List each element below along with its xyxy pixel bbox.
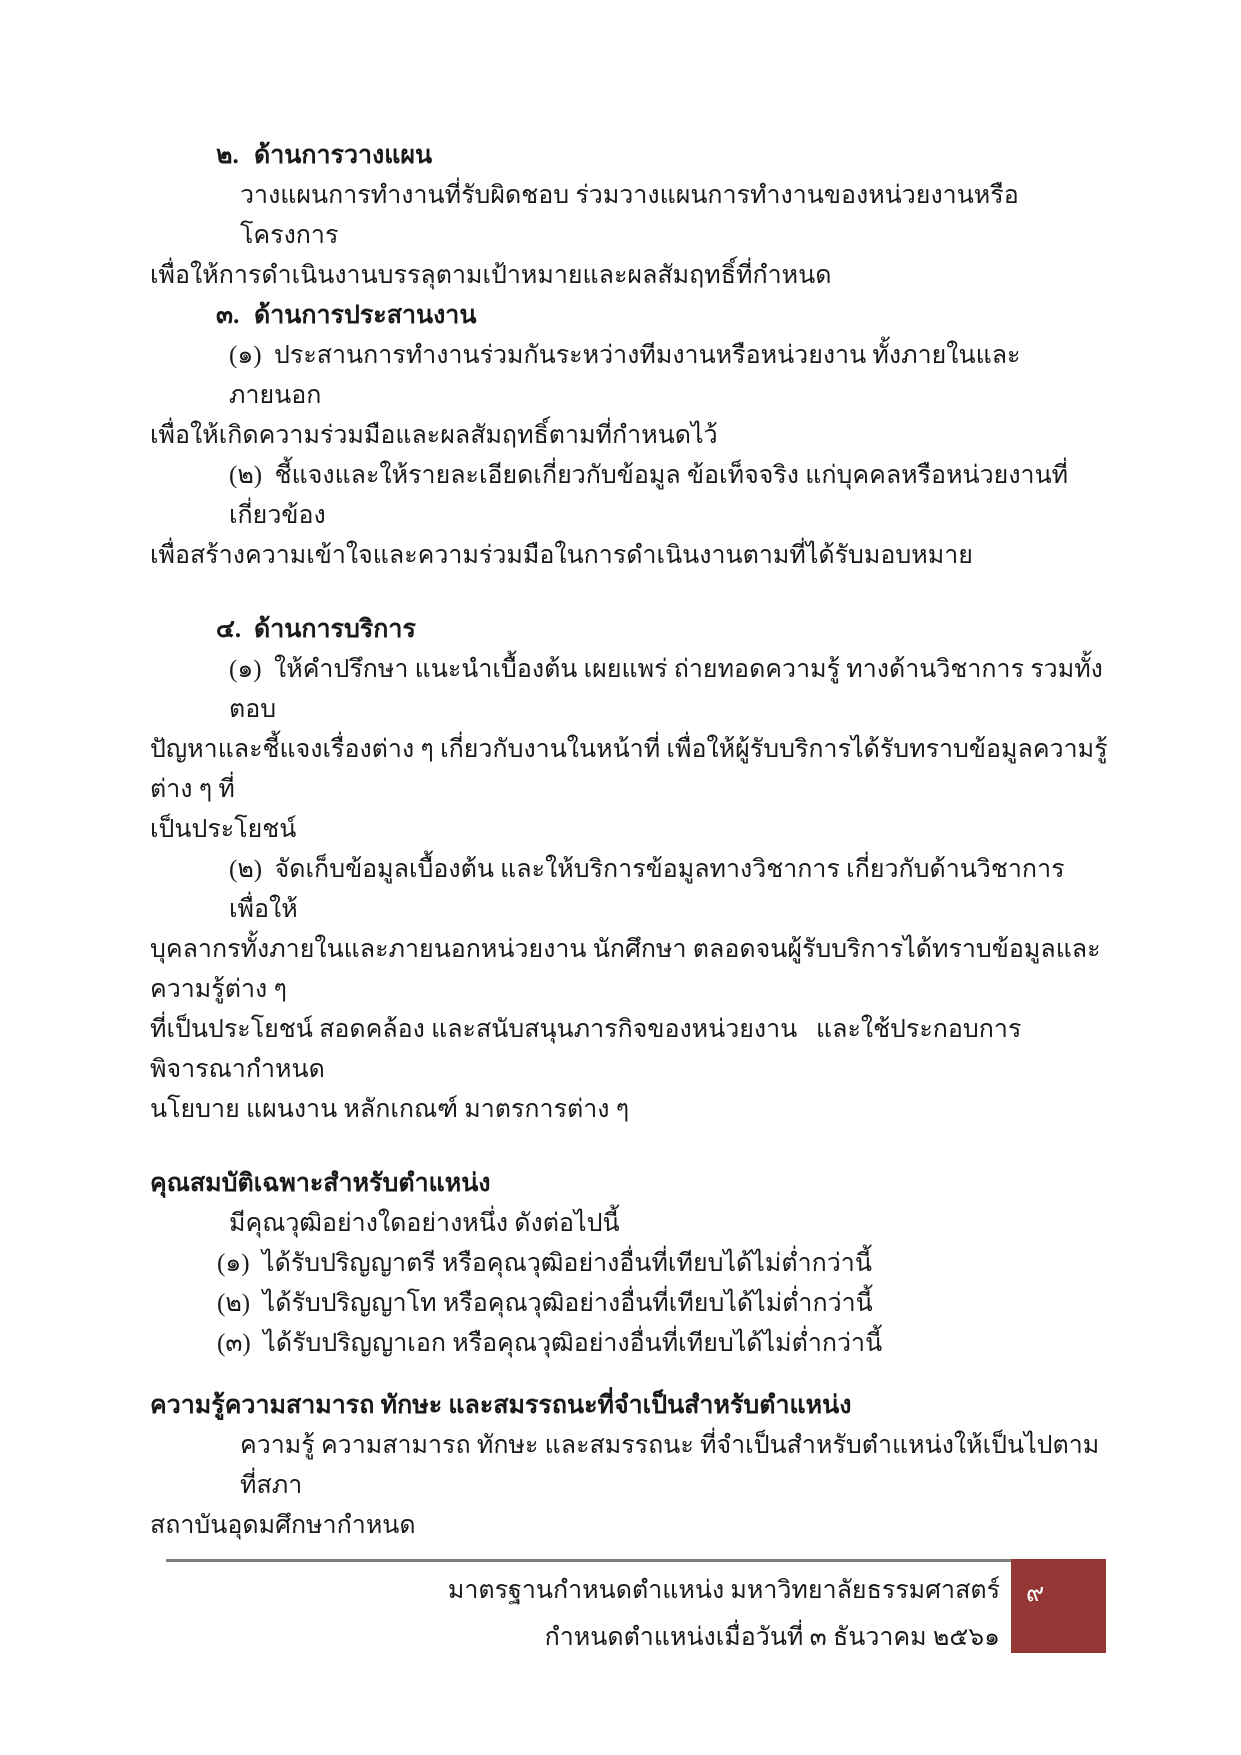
page-number-box [1011, 1559, 1106, 1653]
blank-line [150, 576, 1108, 610]
section-number: ๓. [216, 302, 240, 329]
body-line: สถาบันอุดมศึกษากำหนด [150, 1512, 416, 1539]
section-title: ด้านการวางแผน [254, 142, 433, 169]
body-line: (๑) ประสานการทำงานร่วมกันระหว่างทีมงานหรือหน่วยงาน ทั้งภายในและภายนอก [229, 342, 1021, 409]
body-line: มีคุณวุฒิอย่างใดอย่างหนึ่ง ดังต่อไปนี้ [229, 1210, 620, 1237]
body-line: เป็นประโยชน์ [150, 816, 297, 843]
body-line: บุคลากรทั้งภายในและภายนอกหน่วยงาน นักศึกษา ตลอดจนผู้รับบริการได้ทราบข้อมูลและความรู้ต่าง ๆ [150, 936, 1101, 1003]
footer-line-document-title: มาตรฐานกำหนดตำแหน่ง มหาวิทยาลัยธรรมศาสตร์ [447, 1577, 1000, 1604]
body-line: นโยบาย แผนงาน หลักเกณฑ์ มาตรการต่าง ๆ [150, 1096, 630, 1123]
page-footer [166, 1567, 1000, 1661]
body-line: ปัญหาและชี้แจงเรื่องต่าง ๆ เกี่ยวกับงานในหน้าที่ เพื่อให้ผู้รับบริการได้รับทราบข้อมูลความรู้ต่าง ๆ ที่ [150, 736, 1108, 803]
body-line: เพื่อให้การดำเนินงานบรรลุตามเป้าหมายและผลสัมฤทธิ์ที่กำหนด [150, 262, 832, 289]
section-title: ด้านการบริการ [254, 616, 416, 643]
footer-divider [166, 1559, 1011, 1562]
section-heading-planning [150, 136, 1108, 176]
section-title: ด้านการประสานงาน [254, 302, 477, 329]
page-number: ๙ [1026, 1580, 1045, 1607]
blank-line [150, 1130, 1108, 1164]
section-heading-service [150, 610, 1108, 650]
list-item: (๓) ได้รับปริญญาเอก หรือคุณวุฒิอย่างอื่นที่เทียบได้ไม่ต่ำกว่านี้ [217, 1330, 883, 1357]
section-number: ๒. [216, 142, 239, 169]
competencies-heading: ความรู้ความสามารถ ทักษะ และสมรรถนะที่จำเป็นสำหรับตำแหน่ง [150, 1392, 852, 1419]
footer-line-effective-date: กำหนดตำแหน่งเมื่อวันที่ ๓ ธันวาคม ๒๕๖๑ [544, 1624, 1000, 1651]
section-heading-coordination [150, 296, 1108, 336]
body-line: (๒) ชี้แจงและให้รายละเอียดเกี่ยวกับข้อมูล ข้อเท็จจริง แก่บุคคลหรือหน่วยงานที่เกี่ยวข้อง [229, 462, 1069, 529]
section-number: ๔. [216, 616, 242, 643]
body-line: ที่เป็นประโยชน์ สอดคล้อง และสนับสนุนภารกิจของหน่วยงาน และใช้ประกอบการพิจารณากำหนด [150, 1016, 1022, 1083]
body-line: วางแผนการทำงานที่รับผิดชอบ ร่วมวางแผนการทำงานของหน่วยงานหรือโครงการ [240, 182, 1019, 249]
body-line: (๑) ให้คำปรึกษา แนะนำเบื้องต้น เผยแพร่ ถ่ายทอดความรู้ ทางด้านวิชาการ รวมทั้งตอบ [229, 656, 1103, 723]
blank-line [150, 1364, 1108, 1386]
list-item: (๒) ได้รับปริญญาโท หรือคุณวุฒิอย่างอื่นที่เทียบได้ไม่ต่ำกว่านี้ [217, 1290, 873, 1317]
body-line: เพื่อให้เกิดความร่วมมือและผลสัมฤทธิ์ตามที่กำหนดไว้ [150, 422, 718, 449]
qualifications-heading: คุณสมบัติเฉพาะสำหรับตำแหน่ง [150, 1170, 491, 1197]
document-body [150, 136, 1108, 1546]
list-item: (๑) ได้รับปริญญาตรี หรือคุณวุฒิอย่างอื่นที่เทียบได้ไม่ต่ำกว่านี้ [217, 1250, 872, 1277]
body-line: (๒) จัดเก็บข้อมูลเบื้องต้น และให้บริการข้อมูลทางวิชาการ เกี่ยวกับด้านวิชาการ เพื่อให้ [229, 856, 1078, 923]
body-line: เพื่อสร้างความเข้าใจและความร่วมมือในการดำเนินงานตามที่ได้รับมอบหมาย [150, 542, 973, 569]
body-line: ความรู้ ความสามารถ ทักษะ และสมรรถนะ ที่จำเป็นสำหรับตำแหน่งให้เป็นไปตามที่สภา [240, 1432, 1100, 1499]
